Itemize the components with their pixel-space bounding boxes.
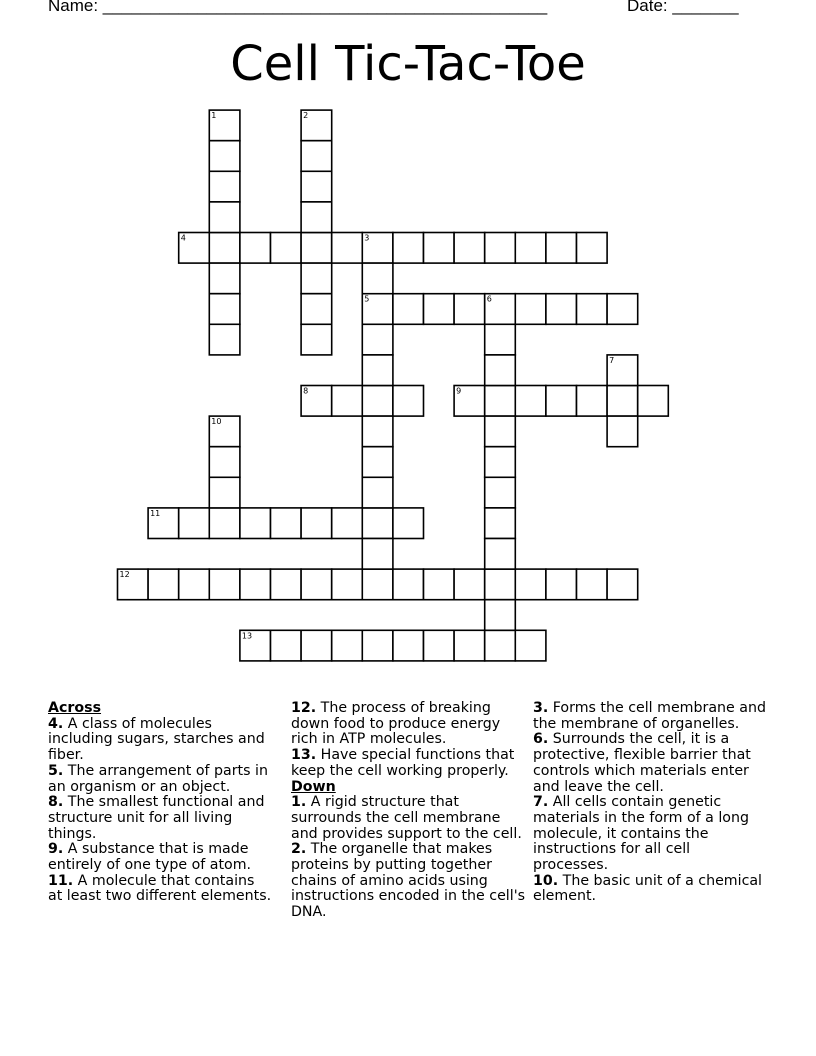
crossword-cell[interactable] <box>546 233 577 264</box>
crossword-cell[interactable] <box>424 294 455 325</box>
crossword-cell[interactable] <box>362 477 393 508</box>
crossword-cell[interactable] <box>577 386 608 417</box>
crossword-cell[interactable] <box>209 202 240 233</box>
clue-number: 13. <box>291 747 317 764</box>
clue-text: A substance that is made entirely of one type of atom. <box>48 841 252 874</box>
crossword-cell[interactable] <box>179 569 210 600</box>
clue-text: Surrounds the cell, it is a protective, flexible barrier that controls which materials enter and leave the cell. <box>533 731 751 795</box>
crossword-cell[interactable] <box>515 630 546 661</box>
across-clue-11 <box>48 874 273 905</box>
crossword-cell[interactable] <box>301 324 332 355</box>
across-clue-13 <box>291 748 528 779</box>
cell-number: 6 <box>486 294 492 304</box>
crossword-cell[interactable] <box>607 416 638 447</box>
crossword-cell[interactable] <box>485 477 516 508</box>
crossword-cell[interactable] <box>362 416 393 447</box>
crossword-cell[interactable] <box>485 539 516 570</box>
crossword-cell[interactable] <box>209 233 240 264</box>
crossword-cell[interactable] <box>485 233 516 264</box>
crossword-cell[interactable] <box>454 294 485 325</box>
crossword-cell[interactable] <box>362 508 393 539</box>
down-clue-7 <box>533 795 768 874</box>
clue-text: The smallest functional and structure unit for all living things. <box>48 794 265 842</box>
crossword-cell[interactable] <box>209 171 240 202</box>
crossword-cell[interactable] <box>362 569 393 600</box>
crossword-cell[interactable] <box>424 233 455 264</box>
clue-number: 9. <box>48 841 64 858</box>
crossword-cell[interactable] <box>301 630 332 661</box>
crossword-cell[interactable] <box>393 294 424 325</box>
crossword-cell[interactable] <box>271 630 302 661</box>
crossword-cell[interactable] <box>577 294 608 325</box>
down-clue-10 <box>533 874 768 905</box>
crossword-cell[interactable] <box>546 569 577 600</box>
clues-column-2 <box>291 701 528 921</box>
crossword-cell[interactable] <box>485 600 516 631</box>
crossword-cell[interactable] <box>332 233 363 264</box>
crossword-cell[interactable] <box>485 416 516 447</box>
crossword-cell[interactable] <box>485 630 516 661</box>
across-clue-9 <box>48 842 273 873</box>
crossword-cell[interactable] <box>546 386 577 417</box>
cell-number: 12 <box>119 570 130 580</box>
crossword-cell[interactable] <box>362 355 393 386</box>
clue-number: 1. <box>291 794 307 811</box>
clue-number: 8. <box>48 794 64 811</box>
down-clue-2 <box>291 842 528 921</box>
crossword-cell[interactable] <box>271 569 302 600</box>
clue-text: Forms the cell membrane and the membrane of organelles. <box>533 700 766 732</box>
crossword-cell[interactable] <box>301 202 332 233</box>
crossword-cell[interactable] <box>393 630 424 661</box>
crossword-cell[interactable] <box>332 630 363 661</box>
cell-number: 7 <box>609 355 615 365</box>
crossword-cell[interactable] <box>240 508 271 539</box>
crossword-cell[interactable] <box>301 508 332 539</box>
crossword-cell[interactable] <box>393 386 424 417</box>
clue-number: 4. <box>48 715 64 732</box>
clue-text: The basic unit of a chemical element. <box>533 872 763 905</box>
crossword-cell[interactable] <box>362 263 393 294</box>
crossword-cell[interactable] <box>301 233 332 264</box>
date-field-label[interactable]: Date: _______ <box>627 0 739 15</box>
crossword-cell[interactable] <box>515 386 546 417</box>
crossword-cell[interactable] <box>454 569 485 600</box>
clue-text: A molecule that contains at least two different elements. <box>48 872 272 905</box>
crossword-cell[interactable] <box>362 447 393 478</box>
across-clue-5 <box>48 764 273 795</box>
clue-text: A class of molecules including sugars, starches and fiber. <box>48 715 265 764</box>
clue-text: All cells contain genetic materials in the form of a long molecule, it contains the instructions for all cell processes. <box>533 794 749 874</box>
page-title: Cell Tic-Tac-Toe <box>230 36 586 92</box>
clue-text: The organelle that makes proteins by putting together chains of amino acids using instructions encoded in the cell's DNA. <box>291 841 525 921</box>
crossword-cell[interactable] <box>332 386 363 417</box>
clue-number: 7. <box>533 794 549 811</box>
cell-number: 8 <box>303 386 309 396</box>
crossword-cell[interactable] <box>148 569 179 600</box>
crossword-cell[interactable] <box>209 263 240 294</box>
cell-number: 2 <box>303 111 309 121</box>
crossword-cell[interactable] <box>607 386 638 417</box>
crossword-cell[interactable] <box>424 569 455 600</box>
crossword-cell[interactable] <box>332 569 363 600</box>
across-clue-8 <box>48 795 273 842</box>
across-clue-12 <box>291 701 528 748</box>
crossword-cell[interactable] <box>301 294 332 325</box>
crossword-cell[interactable] <box>485 324 516 355</box>
crossword-cell[interactable] <box>362 324 393 355</box>
crossword-cell[interactable] <box>454 233 485 264</box>
clue-text: Have special functions that keep the cell working properly. <box>291 747 515 779</box>
crossword-cell[interactable] <box>209 324 240 355</box>
crossword-cell[interactable] <box>515 233 546 264</box>
down-clue-6 <box>533 732 768 795</box>
crossword-cell[interactable] <box>393 508 424 539</box>
crossword-cell[interactable] <box>485 355 516 386</box>
crossword-cell[interactable] <box>209 477 240 508</box>
crossword-cell[interactable] <box>393 233 424 264</box>
crossword-cell[interactable] <box>485 386 516 417</box>
crossword-cell[interactable] <box>271 508 302 539</box>
cell-number: 11 <box>150 508 161 518</box>
crossword-cell[interactable] <box>485 508 516 539</box>
crossword-cell[interactable] <box>362 386 393 417</box>
down-clue-3 <box>533 701 768 732</box>
clue-number: 10. <box>533 872 559 889</box>
cell-number: 4 <box>180 233 186 243</box>
clue-number: 5. <box>48 762 64 779</box>
clue-number: 11. <box>48 872 74 889</box>
clue-text: The arrangement of parts in an organism or an object. <box>48 762 268 795</box>
crossword-cell[interactable] <box>240 233 271 264</box>
crossword-cell[interactable] <box>301 141 332 172</box>
clues-column-1 <box>48 701 273 905</box>
crossword-cell[interactable] <box>209 447 240 478</box>
cell-number: 5 <box>364 294 370 304</box>
crossword-cell[interactable] <box>362 630 393 661</box>
crossword-cell[interactable] <box>301 171 332 202</box>
clue-number: 6. <box>533 731 549 748</box>
cell-number: 9 <box>456 386 462 396</box>
down-heading: Down <box>291 778 336 795</box>
name-field-label[interactable]: Name: _______________________________________________ <box>48 0 548 15</box>
crossword-cell[interactable] <box>485 447 516 478</box>
crossword-cell[interactable] <box>362 539 393 570</box>
across-clue-4 <box>48 717 273 764</box>
clues-column-3 <box>533 701 768 905</box>
crossword-cell[interactable] <box>332 508 363 539</box>
cell-number: 10 <box>211 417 222 427</box>
crossword-cell[interactable] <box>179 508 210 539</box>
crossword-cell[interactable] <box>301 263 332 294</box>
across-heading: Across <box>48 700 102 716</box>
clue-text: The process of breaking down food to produce energy rich in ATP molecules. <box>291 700 501 748</box>
cell-number: 1 <box>211 111 217 121</box>
crossword-cell[interactable] <box>301 569 332 600</box>
crossword-cell[interactable] <box>271 233 302 264</box>
crossword-cell[interactable] <box>607 569 638 600</box>
crossword-cell[interactable] <box>638 386 669 417</box>
crossword-cell[interactable] <box>454 630 485 661</box>
crossword-cell[interactable] <box>577 569 608 600</box>
clue-number: 2. <box>291 841 307 858</box>
clue-number: 3. <box>533 700 549 716</box>
crossword-cell[interactable] <box>209 569 240 600</box>
crossword-cell[interactable] <box>424 630 455 661</box>
clue-number: 12. <box>291 700 317 716</box>
crossword-cell[interactable] <box>515 569 546 600</box>
crossword-cell[interactable] <box>607 294 638 325</box>
crossword-cell[interactable] <box>515 294 546 325</box>
crossword-cell[interactable] <box>209 508 240 539</box>
crossword-cell[interactable] <box>485 569 516 600</box>
crossword-cell[interactable] <box>240 569 271 600</box>
crossword-cell[interactable] <box>209 141 240 172</box>
crossword-cell[interactable] <box>546 294 577 325</box>
crossword-cell[interactable] <box>209 294 240 325</box>
crossword-cell[interactable] <box>577 233 608 264</box>
crossword-cell[interactable] <box>393 569 424 600</box>
clue-text: A rigid structure that surrounds the cell membrane and provides support to the cell. <box>291 794 522 842</box>
cell-number: 3 <box>364 233 370 243</box>
down-clue-1 <box>291 795 528 842</box>
cell-number: 13 <box>241 631 253 641</box>
